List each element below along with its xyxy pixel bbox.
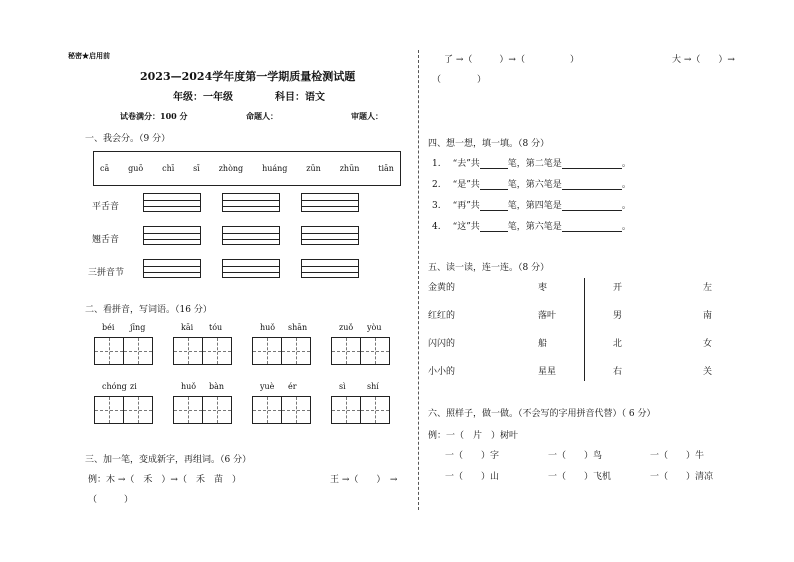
section3-title: 三、加一笔，变成新字，再组词。（6 分） <box>85 455 252 465</box>
section5-title: 五、读一读，连一连。（8 分） <box>428 263 550 273</box>
pinyin-writing-lines[interactable] <box>143 226 201 245</box>
question-number: 1. <box>432 159 441 169</box>
pinyin-label: shān <box>288 323 308 332</box>
match-word[interactable]: 小小的 <box>428 367 456 377</box>
pinyin-writing-lines[interactable] <box>301 226 359 245</box>
column-divider <box>418 50 419 510</box>
question-end: 。 <box>621 222 631 232</box>
pinyin-item: cā <box>100 164 110 173</box>
setter-label: 命题人： <box>246 111 278 121</box>
match-word[interactable]: 女 <box>703 339 713 349</box>
stroke-count-blank[interactable] <box>480 210 508 211</box>
match-word[interactable]: 开 <box>613 283 623 293</box>
pinyin-label: yuè <box>260 382 275 391</box>
character-grid[interactable] <box>331 337 389 365</box>
match-word[interactable]: 星星 <box>538 367 557 377</box>
question-end: 。 <box>621 201 631 211</box>
character-grid[interactable] <box>252 337 310 365</box>
section4-title: 四、想一想，填一填。（8 分） <box>428 139 550 149</box>
question-middle: 笔，第六笔是 <box>507 222 562 232</box>
match-word[interactable]: 南 <box>703 311 713 321</box>
measure-word-item[interactable]: 一（ ）清凉 <box>650 472 714 482</box>
section3-le: 了 →（ ）→（ ） <box>444 55 579 65</box>
match-word[interactable]: 右 <box>613 367 623 377</box>
pinyin-item: zhūn <box>339 164 360 173</box>
section2-title: 二、看拼音，写词语。（16 分） <box>85 305 212 315</box>
pinyin-writing-lines[interactable] <box>301 193 359 212</box>
match-word[interactable]: 船 <box>538 339 548 349</box>
pinyin-label: huǒ <box>181 382 197 391</box>
pinyin-item: chī <box>162 164 175 173</box>
question-prefix: “去”共 <box>452 159 480 169</box>
pinyin-writing-lines[interactable] <box>143 259 201 278</box>
match-divider <box>584 278 585 381</box>
match-word[interactable]: 男 <box>613 311 623 321</box>
measure-word-item[interactable]: 一（ ）牛 <box>650 451 705 461</box>
pinyin-label: zi <box>130 382 137 391</box>
pinyin-item: guō <box>128 164 144 173</box>
section1-title: 一、我会分。（9 分） <box>85 134 171 144</box>
stroke-name-blank[interactable] <box>562 189 622 190</box>
character-grid[interactable] <box>173 396 231 424</box>
pinyin-label: chóng <box>102 382 127 391</box>
question-number: 4. <box>432 222 441 232</box>
stroke-question <box>432 198 631 211</box>
pinyin-label: kāi <box>181 323 194 332</box>
stroke-question <box>432 177 631 190</box>
pinyin-label: shí <box>367 382 379 391</box>
pinyin-item: zhòng <box>218 164 244 173</box>
question-end: 。 <box>621 159 631 169</box>
match-word[interactable]: 关 <box>703 367 713 377</box>
measure-word-item[interactable]: 一（ ）山 <box>445 472 500 482</box>
question-prefix: “这”共 <box>452 222 480 232</box>
pinyin-label: béi <box>102 323 115 332</box>
question-prefix: “是”共 <box>452 180 480 190</box>
question-number: 3. <box>432 201 441 211</box>
match-word[interactable]: 金黄的 <box>428 283 456 293</box>
question-middle: 笔，第六笔是 <box>507 180 562 190</box>
section3-wang: 王 →（ ） → <box>330 475 398 485</box>
match-word[interactable]: 北 <box>613 339 623 349</box>
match-word[interactable]: 枣 <box>538 283 548 293</box>
measure-word-item[interactable]: 一（ ）字 <box>445 451 500 461</box>
character-grid[interactable] <box>94 337 152 365</box>
stroke-name-blank[interactable] <box>562 231 622 232</box>
match-word[interactable]: 红红的 <box>428 311 456 321</box>
section3-example: 例：木 →（ 禾 ）→（ 禾 苗 ） <box>88 475 241 485</box>
match-word[interactable]: 落叶 <box>538 311 557 321</box>
pinyin-label: huǒ <box>260 323 276 332</box>
pinyin-item: zūn <box>306 164 321 173</box>
row-label-retroflex: 翘舌音 <box>92 235 120 245</box>
question-middle: 笔，第四笔是 <box>507 201 562 211</box>
stroke-name-blank[interactable] <box>562 210 622 211</box>
secret-label: 秘密★启用前 <box>68 51 110 60</box>
stroke-count-blank[interactable] <box>480 189 508 190</box>
question-middle: 笔，第二笔是 <box>507 159 562 169</box>
pinyin-label: jīng <box>130 323 146 332</box>
pinyin-writing-lines[interactable] <box>222 226 280 245</box>
pinyin-label: bàn <box>209 382 225 391</box>
match-word[interactable]: 左 <box>703 283 713 293</box>
match-word[interactable]: 闪闪的 <box>428 339 456 349</box>
pinyin-item: tiān <box>378 164 394 173</box>
row-label-triple: 三拼音节 <box>88 268 125 278</box>
row-label-flat: 平舌音 <box>92 202 120 212</box>
measure-word-item[interactable]: 一（ ）鸟 <box>548 451 603 461</box>
pinyin-label: tóu <box>209 323 223 332</box>
section6-example: 例：一（ 片 ）树叶 <box>428 431 519 441</box>
pinyin-writing-lines[interactable] <box>222 259 280 278</box>
pinyin-label: zuǒ <box>339 323 354 332</box>
stroke-question <box>432 156 631 169</box>
section3-wang-cont: （ ） <box>88 495 134 505</box>
question-end: 。 <box>621 180 631 190</box>
character-grid[interactable] <box>94 396 152 424</box>
character-grid[interactable] <box>252 396 310 424</box>
character-grid[interactable] <box>331 396 389 424</box>
section3-da: 大 →（ ）→ <box>672 55 735 65</box>
character-grid[interactable] <box>173 337 231 365</box>
grade-label: 年级：一年级 <box>173 92 233 103</box>
section3-da-cont: （ ） <box>432 75 487 85</box>
stroke-count-blank[interactable] <box>480 231 508 232</box>
pinyin-writing-lines[interactable] <box>222 193 280 212</box>
question-prefix: “再”共 <box>452 201 480 211</box>
pinyin-writing-lines[interactable] <box>143 193 201 212</box>
pinyin-writing-lines[interactable] <box>301 259 359 278</box>
stroke-name-blank[interactable] <box>562 168 622 169</box>
question-number: 2. <box>432 180 441 190</box>
subject-label: 科目：语文 <box>275 92 325 103</box>
pinyin-box <box>93 151 401 186</box>
page-title: 2023—2024学年度第一学期质量检测试题 <box>140 70 356 83</box>
pinyin-label: yòu <box>367 323 382 332</box>
measure-word-item[interactable]: 一（ ）飞机 <box>548 472 612 482</box>
stroke-question <box>432 219 631 232</box>
pinyin-item: sī <box>193 164 200 173</box>
reviewer-label: 审题人： <box>351 111 383 121</box>
full-score: 试卷满分：100 分 <box>120 111 188 121</box>
pinyin-label: sì <box>339 382 346 391</box>
stroke-count-blank[interactable] <box>480 168 508 169</box>
pinyin-label: ér <box>288 382 297 391</box>
section6-title: 六、照样子，做一做。（不会写的字用拼音代替）（ 6 分） <box>428 409 656 419</box>
pinyin-item: huáng <box>262 164 288 173</box>
